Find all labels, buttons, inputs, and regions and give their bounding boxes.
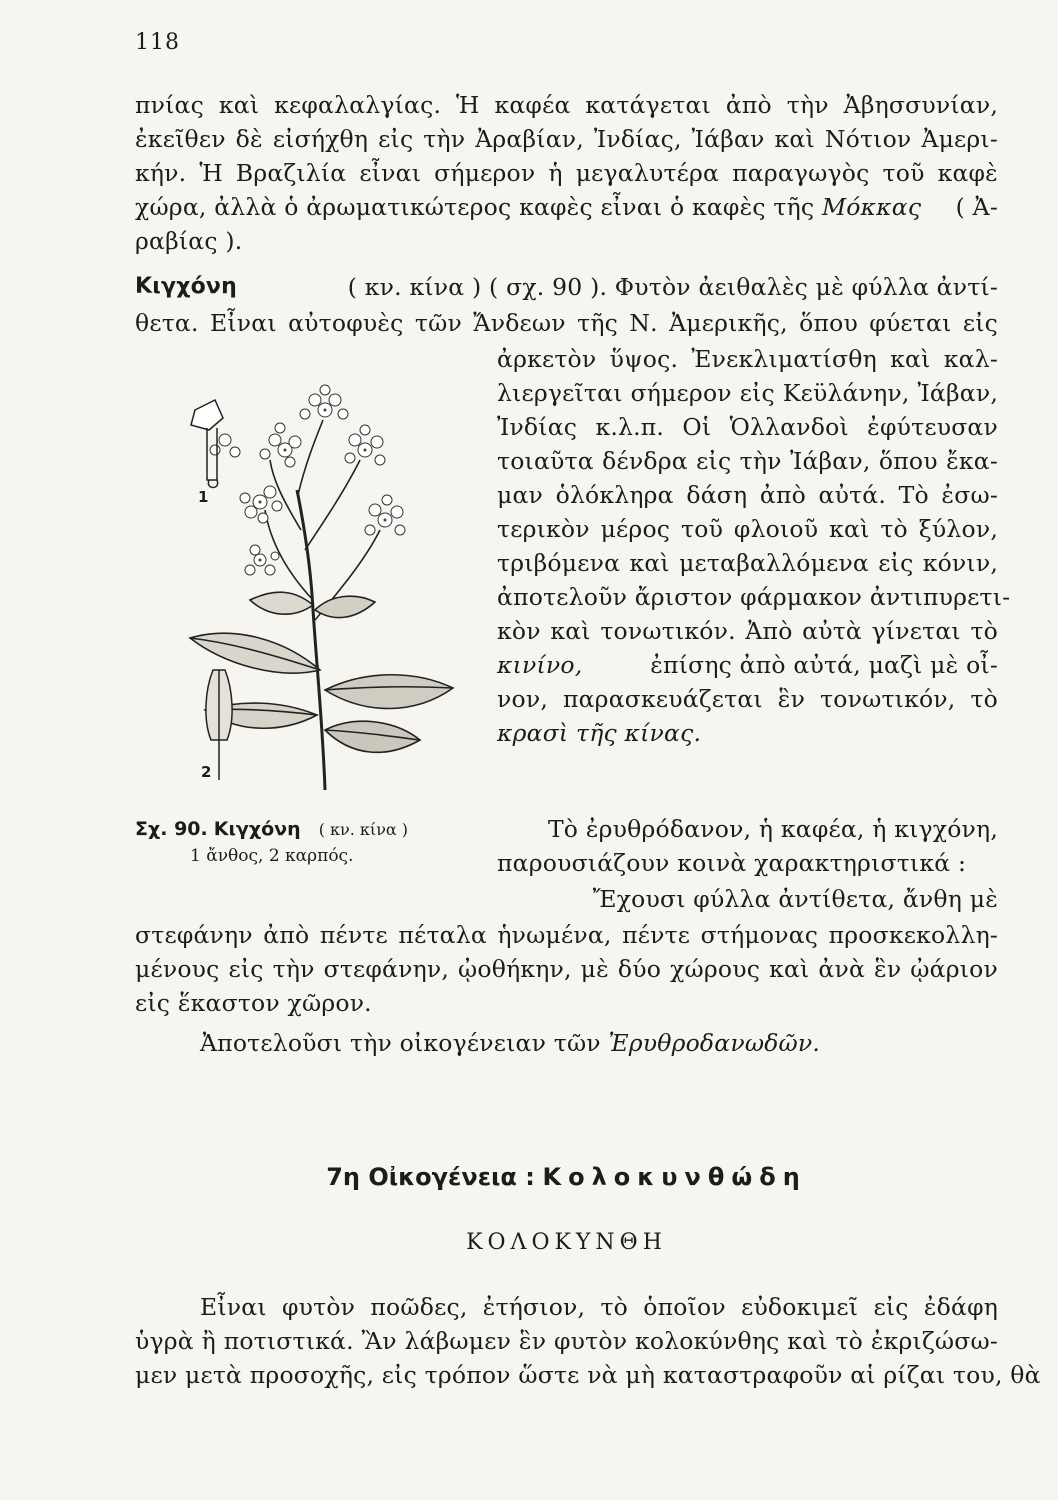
text-span: ( Ἀ- [955, 193, 998, 221]
text-line: στεφάνην ἀπὸ πέντε πέταλα ἡνωμένα, πέντε στήμονας προσκεκολλη- [135, 921, 998, 949]
figure-label: 1 [198, 488, 209, 506]
section-prefix: 7η Οἰκογένεια : [326, 1163, 535, 1191]
text-span: Ἀποτελοῦσι τὴν οἰκογένειαν τῶν [200, 1029, 601, 1057]
italic-term: κινίνο, [497, 651, 583, 679]
section-heading [135, 1163, 998, 1191]
text-line: τερικὸν μέρος τοῦ φλοιοῦ καὶ τὸ ξύλον, [497, 515, 998, 543]
text-line: μένους εἰς τὴν στεφάνην, ᾠοθήκην, μὲ δύο χώρους καὶ ἀνὰ ἓν ᾠάριον [135, 955, 998, 983]
text-line: Τὸ ἐρυθρόδανον, ἡ καφέα, ἡ κιγχόνη, [547, 815, 998, 843]
text-line: μεν μετὰ προσοχῆς, εἰς τρόπον ὥστε νὰ μὴ καταστραφοῦν αἱ ρίζαι του, θὰ [135, 1361, 1041, 1389]
text-line: κήν. Ἡ Βραζιλία εἶναι σήμερον ἡ μεγαλυτέρα παραγωγὸς τοῦ καφὲ [135, 159, 998, 187]
text-span: ἐπίσης ἀπὸ αὐτά, μαζὶ μὲ οἶ- [650, 651, 998, 679]
text-line: κρασὶ τῆς κίνας. [497, 719, 702, 747]
section-name: Κολοκυνθώδη [542, 1163, 807, 1191]
caption-subtitle: 1 ἄνθος, 2 καρπός. [190, 846, 354, 866]
text-line [135, 270, 998, 304]
text-line: νον, παρασκευάζεται ἓν τονωτικόν, τὸ [497, 685, 998, 713]
text-line: ἐκεῖθεν δὲ εἰσήχθη εἰς τὴν Ἀραβίαν, Ἰνδίας, Ἰάβαν καὶ Νότιον Ἀμερι- [135, 125, 998, 153]
text-line: τριβόμενα καὶ μεταβαλλόμενα εἰς κόνιν, [497, 549, 998, 577]
page-number: 118 [135, 30, 180, 55]
caption-title: Κιγχόνη [213, 818, 301, 840]
caption-common-name: ( κν. κίνα ) [318, 820, 409, 839]
text-line: Ἰνδίας κ.λ.π. Οἱ Ὁλλανδοὶ ἐφύτευσαν [497, 413, 998, 441]
figure-caption [135, 818, 495, 866]
text-line: ἀρκετὸν ὕψος. Ἐνεκλιματίσθη καὶ καλ- [497, 345, 998, 373]
text-span: ( κν. κίνα ) ( σχ. 90 ). Φυτὸν ἀειθαλὲς μὲ φύλλα ἀντί- [347, 273, 998, 301]
text-line: ἀποτελοῦν ἄριστον φάρμακον ἀντιπυρετι- [497, 583, 1011, 611]
text-line [497, 648, 998, 682]
text-line: ὑγρὰ ἢ ποτιστικά. Ἂν λάβωμεν ἓν φυτὸν κολοκύνθης καὶ τὸ ἐκριζώσω- [135, 1327, 998, 1355]
text-line: ραβίας ). [135, 227, 243, 255]
text-line: τοιαῦτα δένδρα εἰς τὴν Ἰάβαν, ὅπου ἔκα- [497, 447, 998, 475]
text-line: εἰς ἕκαστον χῶρον. [135, 989, 372, 1017]
text-line: λιεργεῖται σήμερον εἰς Κεϋλάνην, Ἰάβαν, [497, 379, 998, 407]
caption-prefix: Σχ. 90. [135, 818, 208, 840]
text-line: πνίας καὶ κεφαλαλγίας. Ἡ καφέα κατάγεται ἀπὸ τὴν Ἀβησσυνίαν, [135, 91, 998, 119]
subheading: ΚΟΛΟΚΥΝΘΗ [466, 1230, 667, 1255]
text-line: Ἔχουσι φύλλα ἀντίθετα, ἄνθη μὲ [592, 885, 998, 913]
text-line [135, 190, 998, 224]
text-line: κὸν καὶ τονωτικόν. Ἀπὸ αὐτὰ γίνεται τὸ [497, 617, 998, 645]
entry-heading: Κιγχόνη [135, 274, 237, 299]
text-line: θετα. Εἶναι αὐτοφυὲς τῶν Ἄνδεων τῆς Ν. Ἀμερικῆς, ὅπου φύεται εἰς [135, 309, 998, 337]
cinchona-illustration [165, 370, 495, 810]
figure-label: 2 [201, 763, 212, 781]
italic-term: Ἐρυθροδανωδῶν. [608, 1029, 821, 1057]
text-span: χώρα, ἀλλὰ ὁ ἀρωματικώτερος καφὲς εἶναι ὁ καφὲς τῆς [135, 193, 815, 221]
text-line: μαν ὁλόκληρα δάση ἀπὸ αὐτά. Τὸ ἐσω- [497, 481, 998, 509]
cinchona-drawing [165, 370, 495, 810]
italic-term: Μόκκας [821, 193, 922, 221]
text-line [135, 1026, 998, 1060]
text-line: παρουσιάζουν κοινὰ χαρακτηριστικά : [497, 849, 967, 877]
text-line: Εἶναι φυτὸν ποῶδες, ἐτήσιον, τὸ ὁποῖον εὐδοκιμεῖ εἰς ἐδάφη [200, 1293, 998, 1321]
